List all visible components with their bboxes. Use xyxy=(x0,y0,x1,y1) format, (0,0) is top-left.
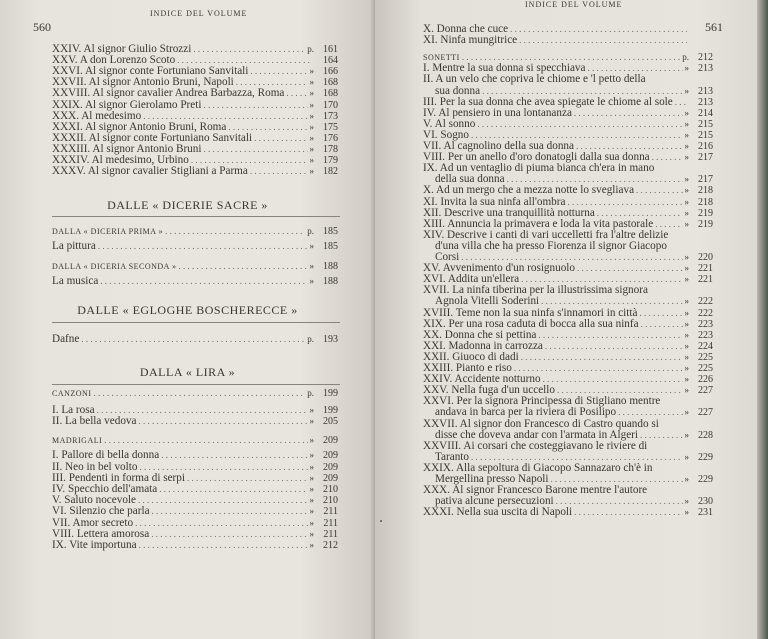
page-marker: » xyxy=(684,296,689,307)
page-marker: » xyxy=(684,141,689,151)
toc-entry xyxy=(423,208,713,219)
entry-title-cont: pativa alcune persecuzioni xyxy=(435,495,554,508)
page-marker: » xyxy=(684,363,689,373)
entry-title: XVI. Addita un'ellera xyxy=(423,273,520,286)
entry-title: XXVII. Al signor Antonio Bruni, Napoli xyxy=(52,76,234,89)
entry-title: V. Al sonno xyxy=(423,117,476,130)
running-head: INDICE DEL VOLUME xyxy=(150,9,248,18)
page-marker: » xyxy=(684,351,689,362)
right-page xyxy=(375,0,757,639)
page-marker: » xyxy=(684,185,689,196)
toc-entry xyxy=(423,185,713,196)
page-ref: 209 xyxy=(323,450,338,462)
page-ref: 217 xyxy=(698,152,713,164)
page-ref: 225 xyxy=(698,363,713,374)
page-ref: 199 xyxy=(323,405,338,416)
entry-title: VIII. Per un anello d'oro donatogli dalla sua donna xyxy=(423,151,650,164)
page-marker: p. xyxy=(307,388,314,398)
dot-leader xyxy=(597,208,683,219)
page-marker: » xyxy=(309,495,314,506)
entry-title: XXXIV. Al medesimo, Urbino xyxy=(52,154,189,166)
page-marker: » xyxy=(684,451,689,462)
toc-entry xyxy=(52,100,338,111)
page-ref: 224 xyxy=(698,340,713,352)
page-ref: 178 xyxy=(323,143,338,155)
entry-title: XXXII. Al signor conte Fortuniano Sanvitali xyxy=(52,131,253,144)
section-title-dicerie: DALLE « DICERIE SACRE » xyxy=(107,198,268,212)
page-ref: 212 xyxy=(323,540,338,551)
entry-title: XIV. Descrive i canti di vari uccelletti fra l'altre delizie xyxy=(423,228,669,241)
toc-entry xyxy=(52,88,338,99)
page-marker: » xyxy=(684,152,689,163)
page-marker: » xyxy=(684,63,689,74)
page-marker: » xyxy=(309,261,314,271)
page-marker: » xyxy=(309,416,314,427)
toc-entry xyxy=(423,35,713,46)
page-ref: 188 xyxy=(323,261,338,272)
entry-title: XXXIII. Al signor Antonio Bruni xyxy=(52,142,202,155)
page-marker: » xyxy=(684,174,689,185)
entry-title: XII. Descrive una tranquillità notturna xyxy=(423,206,595,219)
page-marker: » xyxy=(309,99,314,110)
dot-leader xyxy=(543,374,683,385)
page-ref: 185 xyxy=(323,241,338,252)
entry-title: VI. Silenzio che parla xyxy=(52,505,150,518)
toc-entry-continuation xyxy=(435,296,713,307)
dot-leader xyxy=(675,97,687,108)
page-marker: » xyxy=(684,218,689,229)
page-ref: 226 xyxy=(698,374,713,386)
dot-leader xyxy=(135,518,307,529)
entry-title: III. Pendenti in forma di serpi xyxy=(52,471,185,484)
page-ref: 229 xyxy=(698,451,713,463)
page-marker: » xyxy=(684,318,689,329)
dot-leader xyxy=(159,484,307,495)
dot-leader xyxy=(545,341,683,352)
dot-leader xyxy=(139,416,308,427)
dot-leader xyxy=(179,261,308,272)
page-marker: » xyxy=(309,435,314,446)
page-marker: » xyxy=(309,540,314,550)
dot-leader xyxy=(161,450,307,461)
page-marker: » xyxy=(684,307,689,318)
dot-leader xyxy=(519,35,687,46)
toc-subheading xyxy=(52,388,338,399)
dot-leader xyxy=(640,430,682,441)
dot-leader xyxy=(165,226,305,237)
dot-leader xyxy=(138,495,308,506)
entry-title: II. Neo in bel volto xyxy=(52,460,138,473)
page-marker: » xyxy=(309,484,314,494)
page-ref: 221 xyxy=(698,274,713,286)
page-ref: 168 xyxy=(323,77,338,89)
entry-title-cont: sua donna xyxy=(435,84,481,97)
page-marker: » xyxy=(684,274,689,285)
page-marker: » xyxy=(684,118,689,129)
toc-entry xyxy=(423,97,713,108)
entry-title: VIII. Lettera amorosa xyxy=(52,527,150,540)
dot-leader xyxy=(641,319,683,330)
entry-title-cont: disse che doveva andar con l'armata in Algeri xyxy=(435,428,639,441)
page-ref: 175 xyxy=(323,121,338,133)
entry-title: MADRIGALI xyxy=(52,436,103,446)
section-title-egloghe: DALLE « EGLOGHE BOSCHERECCE » xyxy=(77,303,298,317)
dot-leader xyxy=(556,496,683,507)
entry-title: XXIV. Accidente notturno xyxy=(423,373,541,386)
toc-entry xyxy=(52,540,338,551)
page-ref: 199 xyxy=(323,388,338,399)
dot-leader xyxy=(139,462,307,473)
entry-title: XXVII. Al signor don Francesco di Castro quando si xyxy=(423,417,659,430)
page-ref: 209 xyxy=(323,472,338,484)
page-ref: 188 xyxy=(323,276,338,287)
page-marker: p. xyxy=(682,52,689,63)
dot-leader xyxy=(482,86,682,97)
page-marker: » xyxy=(309,276,314,286)
page-marker: » xyxy=(309,143,314,154)
page-marker: » xyxy=(309,450,314,461)
entry-title: XXI. Madonna in carrozza xyxy=(423,339,543,352)
page-ref: 168 xyxy=(323,88,338,100)
entry-title: XXIII. Pianto e riso xyxy=(423,362,512,374)
section-rule xyxy=(52,322,340,323)
toc-entry xyxy=(52,241,338,252)
page-ref: 210 xyxy=(323,495,338,507)
page-ref: 219 xyxy=(698,207,713,219)
entry-title-cont: Corsi xyxy=(435,251,460,263)
entry-title: VI. Sogno xyxy=(423,128,469,141)
toc-entry xyxy=(423,507,713,518)
page-marker: » xyxy=(684,263,689,274)
toc-entry-continuation xyxy=(435,86,713,97)
entry-title: La pittura xyxy=(52,240,96,252)
section-title-lira: DALLA « LIRA » xyxy=(139,365,236,379)
page-marker: » xyxy=(684,507,689,518)
dot-leader xyxy=(574,108,683,119)
toc-entry xyxy=(423,419,713,430)
page-ref: 211 xyxy=(323,506,338,518)
page-ref: 223 xyxy=(698,329,713,341)
page-ref: 221 xyxy=(698,263,713,275)
dot-leader xyxy=(577,263,682,274)
page-marker: » xyxy=(309,517,314,528)
page-edge xyxy=(757,0,768,639)
page-ref: 220 xyxy=(698,252,713,263)
page-ref: 222 xyxy=(698,307,713,319)
page-ref: 215 xyxy=(698,129,713,141)
page-marker: » xyxy=(309,241,314,251)
entry-title: XXIX. Al signor Gierolamo Preti xyxy=(52,98,202,111)
toc-entry-continuation xyxy=(435,430,713,441)
page-marker: » xyxy=(684,429,689,440)
page-ref: 179 xyxy=(323,155,338,166)
entry-title: XXXV. Al signor cavalier Stigliani a Parma xyxy=(52,165,248,178)
toc-entry xyxy=(52,166,338,177)
page-ref: 227 xyxy=(698,385,713,397)
page-marker: p. xyxy=(307,226,314,236)
entry-title: XXVIII. Al signor cavalier Andrea Barbazza, Roma xyxy=(52,87,285,100)
section-rule xyxy=(52,216,340,217)
dot-leader xyxy=(618,407,682,418)
page-number: 560 xyxy=(33,20,51,34)
toc-subheading xyxy=(52,261,338,272)
page-marker: » xyxy=(684,496,689,507)
dot-leader xyxy=(574,507,682,518)
toc-entry-continuation xyxy=(435,407,713,418)
entry-title: IV. Al pensiero in una lontananza xyxy=(423,106,572,119)
dot-leader xyxy=(94,388,306,399)
page-ref: 166 xyxy=(323,66,338,78)
dot-leader xyxy=(151,529,307,540)
entry-title: XVIII. Teme non la sua ninfa s'innamori in città xyxy=(423,306,638,319)
entry-title-cont: della sua donna xyxy=(435,173,505,186)
entry-title: XX. Donna che si pettina xyxy=(423,328,537,341)
dot-leader xyxy=(521,352,683,363)
dot-leader xyxy=(104,435,307,446)
entry-title: XXVI. Per la signora Principessa di Stigliano mentre xyxy=(423,395,661,408)
page-marker: » xyxy=(309,110,314,121)
entry-title: X. Donna che cuce xyxy=(423,23,509,35)
page-ref: 205 xyxy=(323,416,338,428)
page-ref: 225 xyxy=(698,351,713,363)
page-ref: 222 xyxy=(698,296,713,308)
page-ref: 217 xyxy=(698,174,713,186)
page-marker: » xyxy=(684,474,689,484)
entry-title: IX. Ad un ventaglio di piuma bianca ch'era in mano xyxy=(423,162,655,175)
dot-leader xyxy=(250,66,307,77)
entry-title: X. Ad un mergo che a mezza notte lo svegliava xyxy=(423,184,635,197)
page-marker: » xyxy=(309,77,314,88)
entry-title: XXIX. Alla sepoltura di Giacopo Sannazaro ch'è in xyxy=(423,461,653,474)
entry-title: III. Per la sua donna che avea spiegate le chiome al sole xyxy=(423,95,673,108)
page-ref: 182 xyxy=(323,166,338,178)
dot-leader xyxy=(81,334,305,345)
entry-title: XI. Ninfa mungitrice xyxy=(423,34,518,47)
page-ref: 193 xyxy=(323,334,338,345)
entry-title: XXV. A don Lorenzo Scoto xyxy=(52,54,176,67)
page-ref: 213 xyxy=(698,63,713,75)
entry-title: I. La rosa xyxy=(52,404,95,416)
page-marker: » xyxy=(684,196,689,207)
toc-entry-continuation xyxy=(435,241,713,252)
page-ref: 213 xyxy=(698,96,713,108)
toc-entry xyxy=(52,518,338,529)
entry-title: V. Saluto nocevole xyxy=(52,494,136,507)
toc-entry xyxy=(52,276,338,287)
entry-title: VII. Amor secreto xyxy=(52,516,134,529)
entry-title: XXX. Al signor Francesco Barone mentre l'autore xyxy=(423,484,648,497)
entry-title: VII. Al cagnolino della sua donna xyxy=(423,140,574,152)
page-marker: » xyxy=(309,66,314,77)
page-ref: 219 xyxy=(698,218,713,230)
toc-entry xyxy=(423,319,713,330)
page-ref: 229 xyxy=(698,474,713,485)
toc-entry xyxy=(423,74,713,85)
ink-speck xyxy=(380,520,382,522)
page-ref: 185 xyxy=(323,226,338,237)
entry-title: I. Mentre la sua donna si specchiava xyxy=(423,62,586,75)
dot-leader xyxy=(567,197,682,208)
toc-entry xyxy=(423,197,713,208)
dot-leader xyxy=(100,276,307,287)
entry-title-cont: Agnola Vitelli Soderini xyxy=(435,295,540,308)
entry-title: XVII. La ninfa tiberina per la illustrissima signora xyxy=(423,284,648,297)
dot-leader xyxy=(286,88,307,99)
entry-title: XIII. Annuncia la primavera e loda la vita pastorale xyxy=(423,217,654,230)
toc-entry xyxy=(52,111,338,122)
page-marker: » xyxy=(684,407,689,418)
toc-subheading xyxy=(52,435,338,446)
page-marker: » xyxy=(309,132,314,143)
dot-leader xyxy=(152,506,308,517)
page-ref: 210 xyxy=(323,484,338,495)
page-ref: 209 xyxy=(323,435,338,447)
page-ref: 214 xyxy=(698,107,713,119)
entry-title: XXXI. Nella sua uscita di Napoli xyxy=(423,506,573,519)
page-ref: 161 xyxy=(323,44,338,55)
dot-leader xyxy=(538,330,682,341)
entry-title: Dafne xyxy=(52,333,80,345)
page-marker: » xyxy=(684,207,689,218)
page-marker: » xyxy=(684,85,689,96)
entry-title: XXX. Al medesimo xyxy=(52,109,142,122)
toc-entry xyxy=(52,506,338,517)
entry-title: I. Pallore di bella donna xyxy=(52,449,160,462)
entry-title: XXVIII. Ai corsari che costeggiavano le riviere di xyxy=(423,439,648,452)
page-marker: » xyxy=(309,506,314,517)
dot-leader xyxy=(254,133,307,144)
page-ref: 223 xyxy=(698,318,713,330)
page-marker: » xyxy=(309,155,314,165)
page-marker: » xyxy=(309,405,314,415)
page-marker: » xyxy=(684,385,689,396)
page-marker: » xyxy=(309,121,314,132)
page-marker: » xyxy=(309,472,314,483)
page-ref: 170 xyxy=(323,99,338,111)
page-ref: 228 xyxy=(698,429,713,441)
entry-title: XXIV. Al signor Giulio Strozzi xyxy=(52,43,192,55)
page-ref: 230 xyxy=(698,496,713,508)
dot-leader xyxy=(636,185,682,196)
page-ref: 227 xyxy=(698,407,713,419)
page-marker: » xyxy=(684,329,689,340)
dot-leader xyxy=(187,473,308,484)
toc-entry xyxy=(52,450,338,461)
page-marker: » xyxy=(309,461,314,472)
dot-leader xyxy=(139,540,308,551)
page-ref: 211 xyxy=(323,528,338,540)
page-ref: 164 xyxy=(323,55,338,67)
page-marker: » xyxy=(309,166,314,177)
dot-leader xyxy=(541,296,682,307)
page-ref: 212 xyxy=(698,52,713,64)
entry-title: II. A un velo che copriva le chiome e 'l petto della xyxy=(423,73,646,86)
page-ref: 176 xyxy=(323,132,338,144)
dot-leader xyxy=(250,166,308,177)
toc-entry xyxy=(52,462,338,473)
toc-entry xyxy=(52,416,338,427)
left-page xyxy=(0,0,375,639)
page-ref: 218 xyxy=(698,196,713,208)
dot-leader xyxy=(143,111,307,122)
entry-title: XXV. Nella fuga d'un uccello xyxy=(423,384,555,397)
page-marker: p. xyxy=(307,44,314,54)
entry-title-cont: andava in barca per la riviera di Posilipo xyxy=(435,406,617,419)
entry-title: XXXI. Al signor Antonio Bruni, Roma xyxy=(52,120,227,133)
page-marker: » xyxy=(684,129,689,140)
page-marker: » xyxy=(684,107,689,118)
entry-title: XV. Avvenimento d'un rosignuolo xyxy=(423,262,576,275)
dot-leader xyxy=(193,44,305,55)
dot-leader xyxy=(639,308,682,319)
entry-title: IV. Specchio dell'amata xyxy=(52,483,158,495)
dot-leader xyxy=(203,100,307,111)
page-ref: 209 xyxy=(323,461,338,473)
page-marker: » xyxy=(309,88,314,99)
entry-title-cont: d'una villa che ha presso Fiorenza il signor Giacopo xyxy=(435,239,667,252)
page-ref: 231 xyxy=(698,507,713,519)
page-ref: 218 xyxy=(698,185,713,197)
entry-title-cont: Mergellina presso Napoli xyxy=(435,473,549,485)
entry-title: XIX. Per una rosa caduta di bocca alla sua ninfa xyxy=(423,317,639,330)
dot-leader xyxy=(510,24,687,35)
page-marker: p. xyxy=(307,334,314,344)
page-ref: 173 xyxy=(323,110,338,122)
page-marker: » xyxy=(309,528,314,539)
page-marker: » xyxy=(684,340,689,351)
dot-leader xyxy=(98,241,308,252)
entry-title: CANZONI xyxy=(52,389,92,398)
page-ref: 216 xyxy=(698,141,713,152)
running-head: INDICE DEL VOLUME xyxy=(525,0,623,9)
toc-subheading xyxy=(52,226,338,237)
dot-leader xyxy=(477,119,682,130)
page-marker: » xyxy=(684,374,689,385)
dot-leader xyxy=(203,144,307,155)
toc-entry xyxy=(52,334,338,345)
section-rule xyxy=(52,384,340,385)
page-ref: 213 xyxy=(698,85,713,97)
entry-title: XXVI. Al signor conte Fortuniano Sanvitali xyxy=(52,65,249,78)
page-marker: » xyxy=(684,252,689,262)
entry-title: II. La bella vedova xyxy=(52,415,137,428)
entry-title: IX. Vite importuna xyxy=(52,539,137,551)
entry-title: DALLA « DICERIA PRIMA » xyxy=(52,227,164,236)
entry-title: DALLA « DICERIA SECONDA » xyxy=(52,262,177,271)
dot-leader xyxy=(652,152,683,163)
toc-entry xyxy=(423,308,713,319)
entry-title: SONETTI xyxy=(423,53,460,63)
entry-title: La musica xyxy=(52,275,99,287)
entry-title-cont: Taranto xyxy=(435,450,470,463)
page-ref: 211 xyxy=(323,517,338,529)
page-ref: 215 xyxy=(698,118,713,130)
entry-title: XXII. Giuoco di dadi xyxy=(423,350,519,363)
entry-title: XI. Invita la sua ninfa all'ombra xyxy=(423,195,566,208)
page-number: 561 xyxy=(705,20,723,34)
